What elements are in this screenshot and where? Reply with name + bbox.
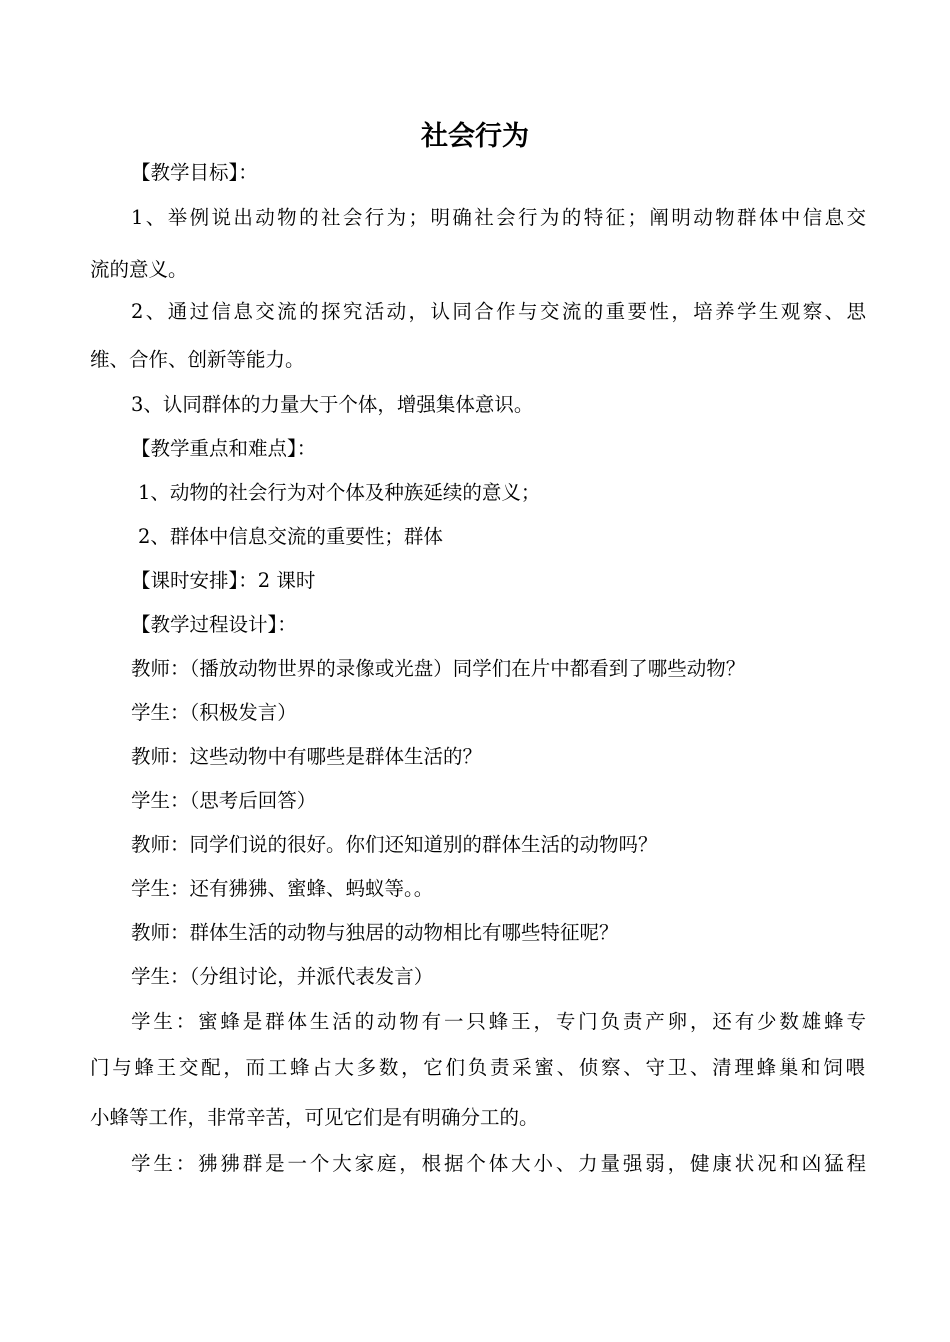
- paragraph-line: 门与蜂王交配，而工蜂占大多数，它们负责采蜜、侦察、守卫、清理蜂巢和饲喂: [90, 1056, 865, 1079]
- dialogue-line: 教师：（播放动物世界的录像或光盘）同学们在片中都看到了哪些动物？: [131, 657, 746, 680]
- paragraph-line: 2、通过信息交流的探究活动，认同合作与交流的重要性，培养学生观察、思: [131, 300, 866, 323]
- dialogue-line: 教师：群体生活的动物与独居的动物相比有哪些特征呢？: [131, 921, 619, 944]
- paragraph-line: 流的意义。: [90, 258, 188, 281]
- dialogue-line: 学生：（思考后回答）: [131, 789, 317, 812]
- paragraph-line: 1、动物的社会行为对个体及种族延续的意义；: [138, 481, 541, 504]
- paragraph-line: 小蜂等工作，非常辛苦，可见它们是有明确分工的。: [90, 1106, 539, 1129]
- dialogue-line: 学生：（积极发言）: [131, 701, 297, 724]
- paragraph-line: 3、认同群体的力量大于个体，增强集体意识。: [131, 393, 534, 416]
- heading-schedule: 【课时安排】：2 课时: [131, 569, 316, 592]
- heading-process-design: 【教学过程设计】：: [131, 613, 297, 636]
- dialogue-line: 学生：蜜蜂是群体生活的动物有一只蜂王，专门负责产卵，还有少数雄蜂专: [131, 1010, 866, 1033]
- dialogue-line: 学生：（分组讨论，并派代表发言）: [131, 965, 434, 988]
- document-title: 社会行为: [421, 121, 529, 152]
- dialogue-line: 学生：狒狒群是一个大家庭，根据个体大小、力量强弱，健康状况和凶猛程: [131, 1152, 866, 1175]
- paragraph-line: 1、举例说出动物的社会行为；明确社会行为的特征；阐明动物群体中信息交: [131, 206, 866, 229]
- dialogue-line: 教师：这些动物中有哪些是群体生活的？: [131, 745, 483, 768]
- paragraph-line: 维、合作、创新等能力。: [90, 348, 305, 371]
- dialogue-line: 学生：还有狒狒、蜜蜂、蚂蚁等。。: [131, 877, 434, 900]
- dialogue-line: 教师：同学们说的很好。你们还知道别的群体生活的动物吗？: [131, 833, 658, 856]
- heading-key-points: 【教学重点和难点】：: [131, 437, 317, 460]
- heading-teaching-goals: 【教学目标】：: [131, 161, 258, 184]
- paragraph-line: 2、群体中信息交流的重要性；群体: [138, 525, 443, 548]
